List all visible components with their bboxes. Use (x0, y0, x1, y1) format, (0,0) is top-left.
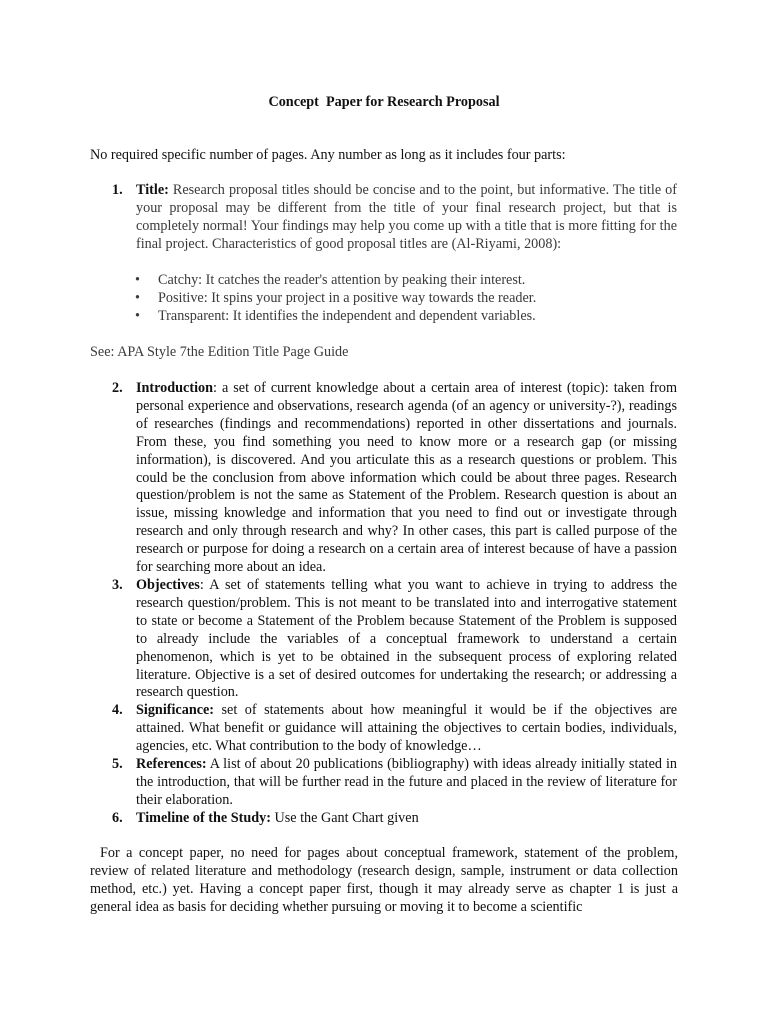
bullet-text: Positive: It spins your project in a positive way towards the reader. (158, 289, 537, 306)
closing-paragraph (90, 845, 678, 917)
document-title: Concept Paper for Research Proposal (268, 94, 500, 110)
list-item-introduction (112, 380, 677, 577)
bullet-icon: • (135, 307, 140, 324)
list-item-label: Title: (136, 182, 169, 198)
list-item (135, 289, 678, 308)
list-item (135, 307, 678, 326)
see-reference-line: See: APA Style 7the Edition Title Page Guide (90, 344, 349, 360)
list-item-number: 4. (112, 702, 123, 719)
list-item-references (112, 756, 677, 810)
list-item-title (112, 182, 677, 254)
list-item-label: Significance: (136, 702, 215, 719)
bullet-icon: • (135, 289, 140, 306)
list-item-text: set of statements about how meaningful it would be if the objectives are attained. What benefit or guidance will attaining the objectives to certain bodies, individuals, agencies, etc. What contribution to the body of knowledge… (136, 702, 677, 755)
list-item-text: : A set of statements telling what you want to achieve in trying to address the research question/problem. This is not meant to be translated into and interrogative statement to state or become a Statement of the Problem because Statement of the Problem is supposed to already include the variables of a conceptual framework to understand a certain phenomenon, which is yet to be obtained in the subsequent process of exploring related literature. Objective is a set of desired outcomes for undertaking the research; or addressing a research question. (136, 576, 677, 701)
list-item-number: 2. (112, 380, 123, 396)
list-item-text: : a set of current knowledge about a certain area of interest (topic): taken from personal experience and observations, research agenda (of an agency or university-?), readings of researches (findings and recommendations) reported in other dissertations and journals. From these, you find something you need to know more or a research gap (or missing information), is discovered. And you articulate this as a research questions or problem. This could be the conclusion from above information which could be about three pages. Research question/problem is not the same as Statement of the Problem. Research question is about an issue, missing knowledge and information that you need to find out or investigate through research and only through research and why? In other cases, this part is called purpose of the research or purpose for doing a research on a certain area of interest because of have a passion for searching more about an idea. (136, 380, 677, 576)
numbered-list-part-1 (0, 182, 768, 254)
bullet-icon: • (135, 272, 140, 288)
list-item-number: 3. (112, 576, 123, 593)
list-item-text: Use the Gant Chart given (270, 809, 419, 826)
list-item-number: 6. (112, 809, 123, 826)
list-item-label: References: (136, 756, 207, 773)
list-item-number: 1. (112, 182, 123, 198)
list-item-timeline (112, 809, 677, 828)
list-item-text: Research proposal titles should be concise and to the point, but informative. The title of your proposal may be different from the title of your final research project, but that is completely normal! Your findings may help you come up with a title that is more fitting for the final project. Characteristics of good proposal titles are (Al-Riyami, 2008): (136, 182, 677, 252)
numbered-list-part-2 (0, 380, 768, 828)
bullet-text: Catchy: It catches the reader's attention by peaking their interest. (158, 272, 526, 288)
list-item-number: 5. (112, 756, 123, 773)
closing-text: For a concept paper, no need for pages about conceptual framework, statement of the problem, review of related literature and methodology (research design, sample, instrument or data collection method, etc.) yet. Having a concept paper first, though it may already serve as chapter 1 is just a general idea as basis for deciding whether pursuing or moving it to become a scientific (90, 845, 678, 915)
list-item-objectives (112, 576, 677, 702)
list-item-significance (112, 702, 677, 756)
list-item-label: Objectives (136, 576, 200, 593)
list-item-label: Introduction (136, 380, 213, 396)
list-item-label: Timeline of the Study: (136, 809, 271, 826)
intro-paragraph: No required specific number of pages. Any number as long as it includes four parts: (90, 147, 566, 163)
list-item (135, 272, 678, 290)
bullet-list (0, 272, 768, 326)
list-item-text: A list of about 20 publications (bibliography) with ideas already initially stated in the introduction, that will be further read in the future and placed in the review of literature for their elaboration. (136, 756, 677, 808)
bullet-text: Transparent: It identifies the independent and dependent variables. (158, 307, 536, 324)
